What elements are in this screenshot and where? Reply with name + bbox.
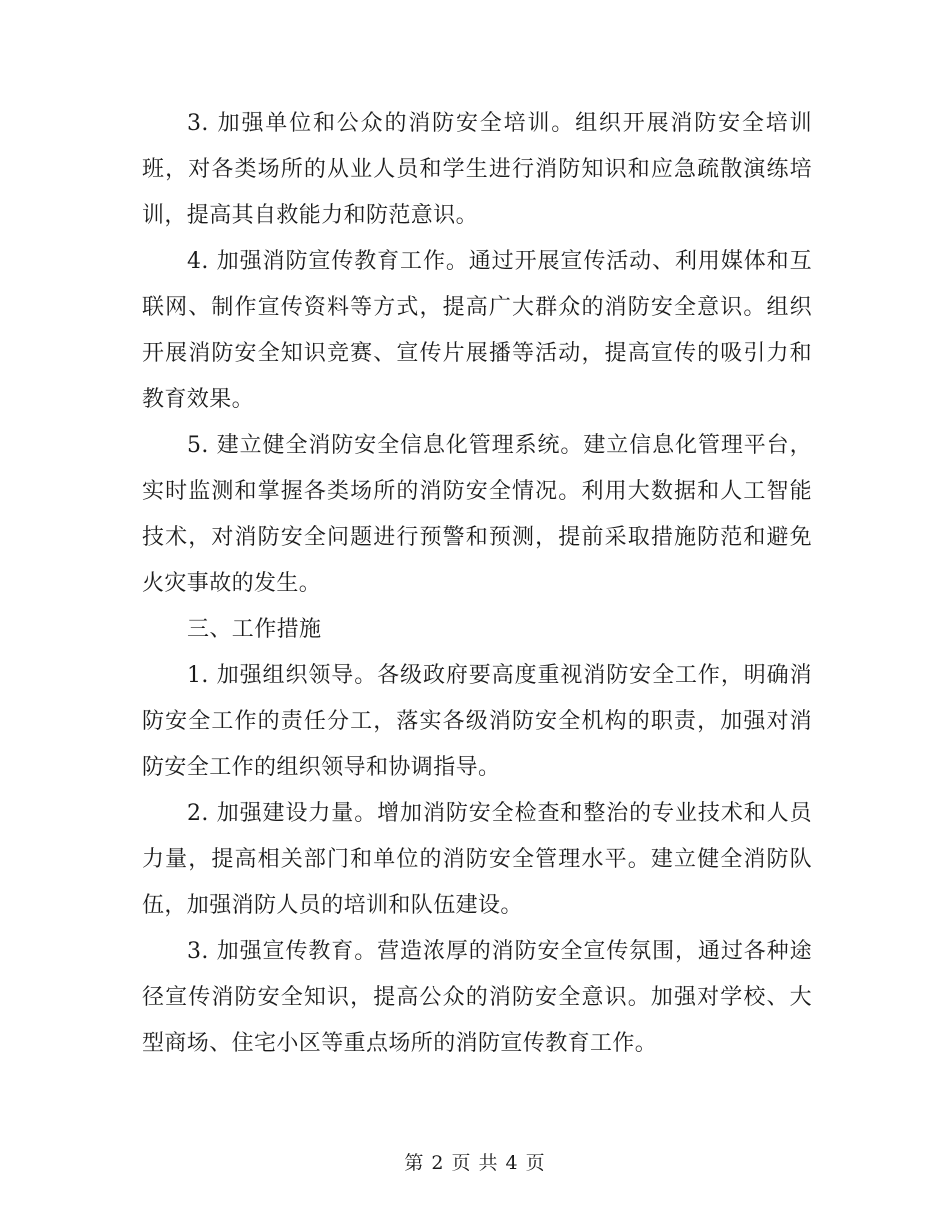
paragraph-publicity: 4. 加强消防宣传教育工作。通过开展宣传活动、利用媒体和互联网、制作宣传资料等方式，提高广大群众的消防安全意识。组织开展消防安全知识竞赛、宣传片展播等活动，提高宣传的吸引力和教育效果。 — [142, 249, 812, 412]
paragraph-construction-force: 2. 加强建设力量。增加消防安全检查和整治的专业技术和人员力量，提高相关部门和单位的消防安全管理水平。建立健全消防队伍，加强消防人员的培训和队伍建设。 — [142, 801, 812, 918]
paragraph-training: 3. 加强单位和公众的消防安全培训。组织开展消防安全培训班，对各类场所的从业人员和学生进行消防知识和应急疏散演练培训，提高其自救能力和防范意识。 — [142, 111, 812, 228]
paragraph-leadership: 1. 加强组织领导。各级政府要高度重视消防安全工作，明确消防安全工作的责任分工，落实各级消防安全机构的职责，加强对消防安全工作的组织领导和协调指导。 — [142, 663, 812, 780]
paragraph-information-system: 5. 建立健全消防安全信息化管理系统。建立信息化管理平台，实时监测和掌握各类场所的消防安全情况。利用大数据和人工智能技术，对消防安全问题进行预警和预测，提前采取措施防范和避免火灾事故的发生。 — [142, 433, 812, 596]
section-heading-measures: 三、工作措施 — [187, 617, 322, 642]
paragraph-publicity-education: 3. 加强宣传教育。营造浓厚的消防安全宣传氛围，通过各种途径宣传消防安全知识，提高公众的消防安全意识。加强对学校、大型商场、住宅小区等重点场所的消防宣传教育工作。 — [142, 939, 812, 1056]
page-number-footer: 第 2 页 共 4 页 — [404, 1152, 546, 1174]
document-body — [142, 101, 812, 1067]
